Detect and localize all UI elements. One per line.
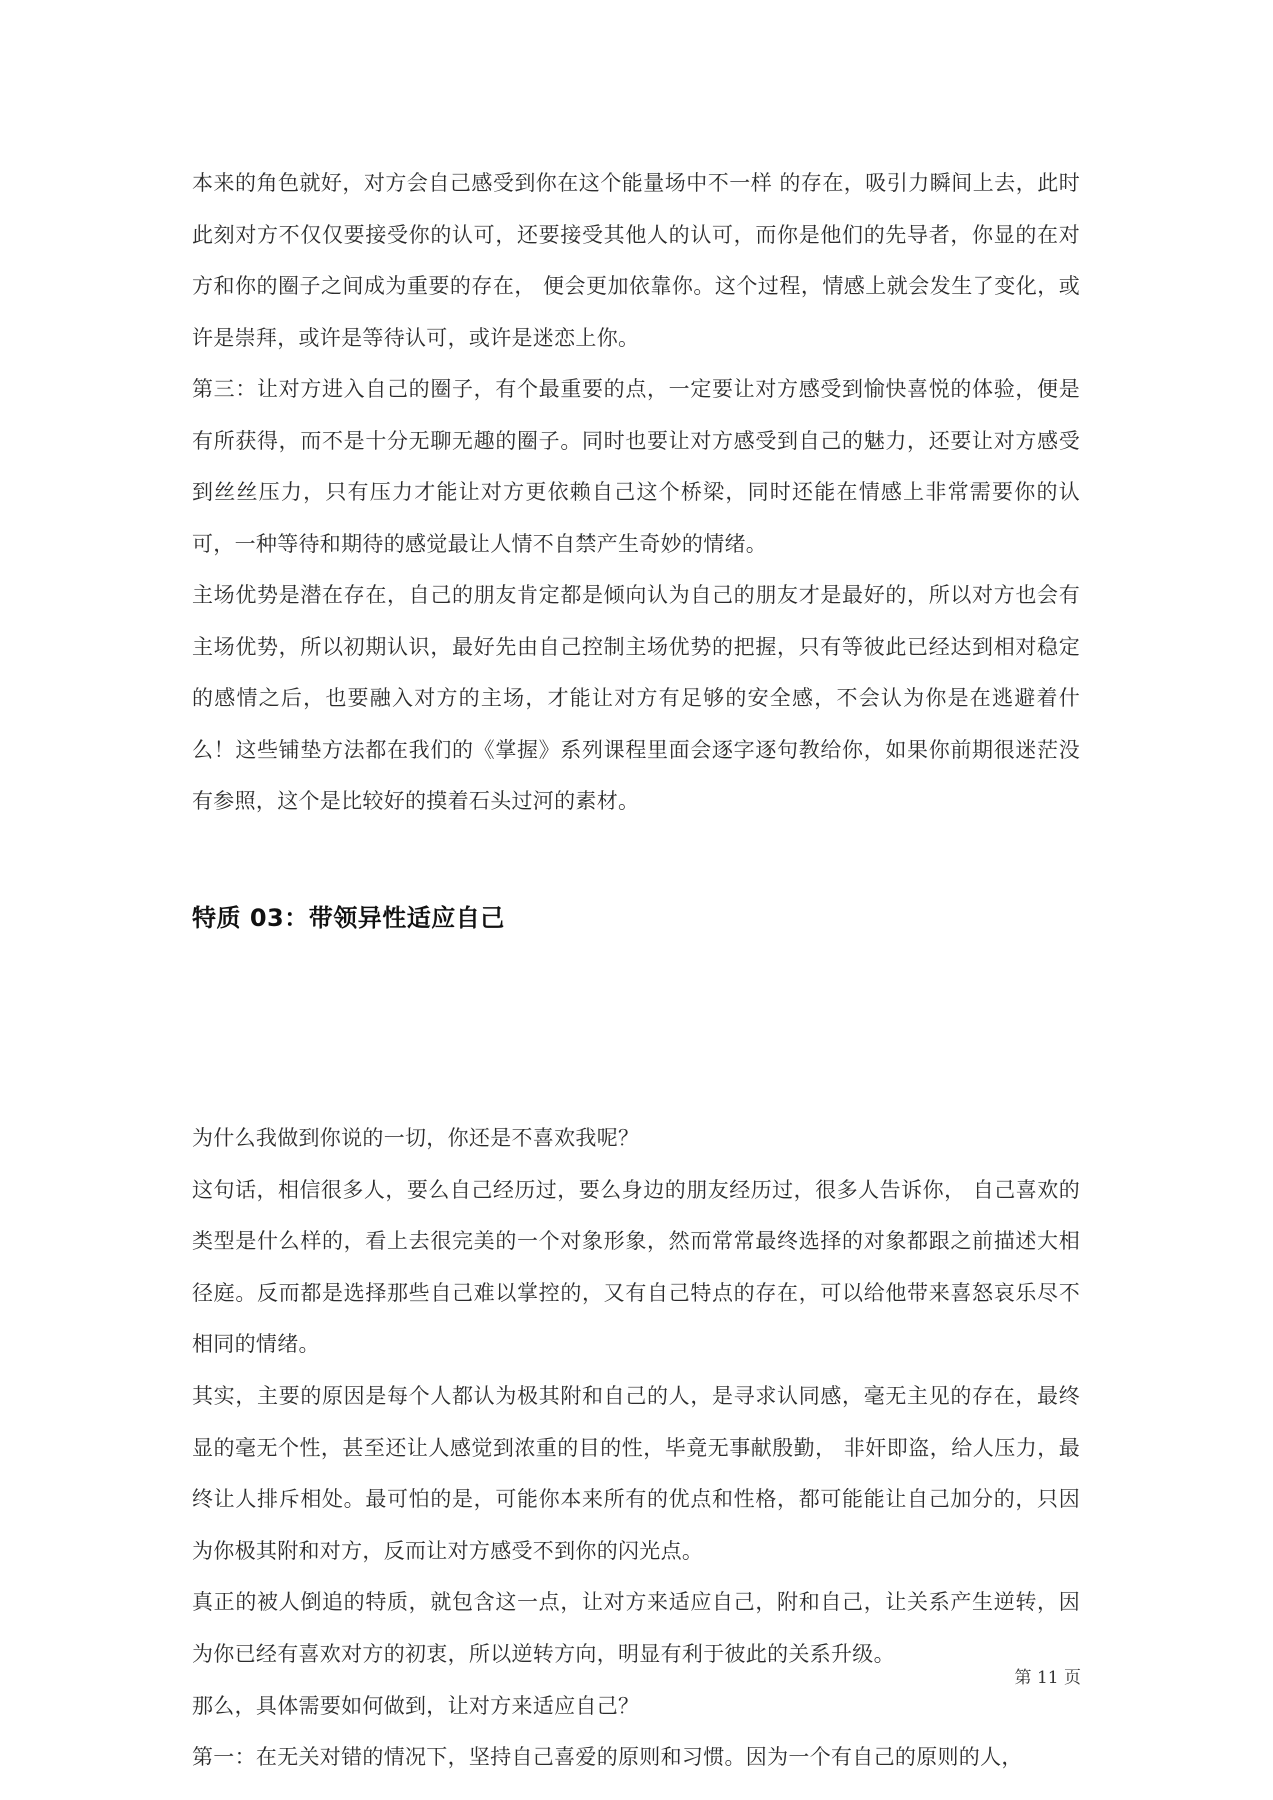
paragraph: 主场优势是潜在存在，自己的朋友肯定都是倾向认为自己的朋友才是最好的，所以对方也会有主场优势，所以初期认识，最好先由自己控制主场优势的把握，只有等彼此已经达到相对稳定的感情之后，也要融入对方的主场，才能让对方有足够的安全感，不会认为你是在逃避着什么！这些铺垫方法都在我们的《掌握》系列课程里面会逐字逐句教给你，如果你前期很迷茫没有参照，这个是比较好的摸着石头过河的素材。 <box>192 583 1080 813</box>
text-block-bottom <box>192 1113 1080 1784</box>
section-heading: 特质 03：带领异性适应自己 <box>192 904 505 932</box>
paragraph: 本来的角色就好，对方会自己感受到你在这个能量场中不一样 的存在，吸引力瞬间上去，此时此刻对方不仅仅要接受你的认可，还要接受其他人的认可，而你是他们的先导者，你显的在对方和你的圈子之间成为重要的存在， 便会更加依靠你。这个过程，情感上就会发生了变化，或许是崇拜，或许是等待认可，或许是迷恋上你。 <box>192 171 1080 350</box>
paragraph: 那么，具体需要如何做到，让对方来适应自己？ <box>192 1693 640 1718</box>
paragraph: 其实，主要的原因是每个人都认为极其附和自己的人，是寻求认同感，毫无主见的存在，最终显的毫无个性，甚至还让人感觉到浓重的目的性，毕竟无事献殷勤， 非奸即盗，给人压力，最终让人排斥相处。最可怕的是，可能你本来所有的优点和性格，都可能能让自己加分的，只因为你极其附和对方，反而让对方感受不到你的闪光点。 <box>192 1383 1080 1563</box>
paragraph: 真正的被人倒追的特质，就包含这一点，让对方来适应自己，附和自己，让关系产生逆转，因为你已经有喜欢对方的初衷，所以逆转方向，明显有利于彼此的关系升级。 <box>192 1590 1080 1666</box>
page-number: 第 11 页 <box>1014 1668 1081 1688</box>
paragraph: 第三：让对方进入自己的圈子，有个最重要的点，一定要让对方感受到愉快喜悦的体验，便是有所获得，而不是十分无聊无趣的圈子。同时也要让对方感受到自己的魅力，还要让对方感受到丝丝压力，只有压力才能让对方更依赖自己这个桥梁，同时还能在情感上非常需要你的认可，一种等待和期待的感觉最让人情不自禁产生奇妙的情绪。 <box>192 377 1080 556</box>
text-block-top <box>192 158 1080 828</box>
paragraph: 第一：在无关对错的情况下，坚持自己喜爱的原则和习惯。因为一个有自己的原则的人， <box>192 1745 1023 1770</box>
paragraph: 这句话，相信很多人，要么自己经历过，要么身边的朋友经历过，很多人告诉你， 自己喜欢的类型是什么样的，看上去很完美的一个对象形象，然而常常最终选择的对象都跟之前描述大相径庭。反而都是选择那些自己难以掌控的，又有自己特点的存在，可以给他带来喜怒哀乐尽不相同的情绪。 <box>192 1177 1080 1357</box>
paragraph: 为什么我做到你说的一切，你还是不喜欢我呢？ <box>192 1126 640 1150</box>
